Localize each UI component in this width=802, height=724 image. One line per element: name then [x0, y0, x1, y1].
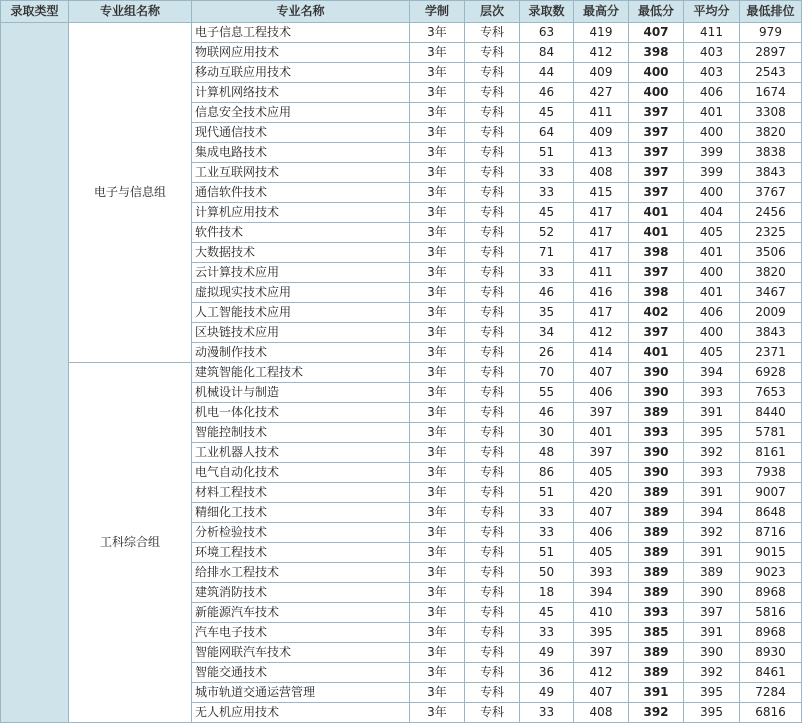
max-score-cell: 409: [574, 63, 629, 83]
header-level: 层次: [465, 1, 520, 23]
admitted-cell: 33: [520, 703, 574, 723]
avg-score-cell: 400: [684, 263, 740, 283]
min-score-cell: 397: [629, 183, 684, 203]
max-score-cell: 405: [574, 543, 629, 563]
major-name-cell: 动漫制作技术: [192, 343, 410, 363]
admitted-cell: 45: [520, 603, 574, 623]
admitted-cell: 64: [520, 123, 574, 143]
admitted-cell: 46: [520, 403, 574, 423]
avg-score-cell: 391: [684, 403, 740, 423]
major-name-cell: 环境工程技术: [192, 543, 410, 563]
min-score-cell: 389: [629, 643, 684, 663]
major-name-cell: 计算机网络技术: [192, 83, 410, 103]
group-name-cell: 工科综合组: [69, 363, 192, 723]
level-cell: 专科: [465, 703, 520, 723]
major-name-cell: 虚拟现实技术应用: [192, 283, 410, 303]
admitted-cell: 45: [520, 203, 574, 223]
avg-score-cell: 397: [684, 603, 740, 623]
level-cell: 专科: [465, 303, 520, 323]
max-score-cell: 393: [574, 563, 629, 583]
admitted-cell: 84: [520, 43, 574, 63]
min-rank-cell: 8716: [740, 523, 802, 543]
years-cell: 3年: [410, 343, 465, 363]
min-rank-cell: 3820: [740, 263, 802, 283]
max-score-cell: 417: [574, 243, 629, 263]
min-rank-cell: 8648: [740, 503, 802, 523]
min-score-cell: 389: [629, 483, 684, 503]
min-score-cell: 400: [629, 63, 684, 83]
level-cell: 专科: [465, 563, 520, 583]
level-cell: 专科: [465, 543, 520, 563]
avg-score-cell: 403: [684, 43, 740, 63]
max-score-cell: 406: [574, 523, 629, 543]
max-score-cell: 416: [574, 283, 629, 303]
max-score-cell: 395: [574, 623, 629, 643]
max-score-cell: 412: [574, 663, 629, 683]
level-cell: 专科: [465, 43, 520, 63]
min-score-cell: 393: [629, 603, 684, 623]
avg-score-cell: 406: [684, 83, 740, 103]
max-score-cell: 415: [574, 183, 629, 203]
min-score-cell: 397: [629, 323, 684, 343]
years-cell: 3年: [410, 603, 465, 623]
avg-score-cell: 399: [684, 163, 740, 183]
min-rank-cell: 9007: [740, 483, 802, 503]
min-rank-cell: 9023: [740, 563, 802, 583]
group-name-cell: 电子与信息组: [69, 23, 192, 363]
major-name-cell: 建筑智能化工程技术: [192, 363, 410, 383]
admitted-cell: 51: [520, 543, 574, 563]
avg-score-cell: 405: [684, 343, 740, 363]
years-cell: 3年: [410, 363, 465, 383]
years-cell: 3年: [410, 103, 465, 123]
max-score-cell: 397: [574, 643, 629, 663]
avg-score-cell: 406: [684, 303, 740, 323]
avg-score-cell: 391: [684, 483, 740, 503]
max-score-cell: 417: [574, 223, 629, 243]
min-rank-cell: 8930: [740, 643, 802, 663]
level-cell: 专科: [465, 163, 520, 183]
admitted-cell: 36: [520, 663, 574, 683]
avg-score-cell: 391: [684, 543, 740, 563]
avg-score-cell: 400: [684, 323, 740, 343]
level-cell: 专科: [465, 403, 520, 423]
min-score-cell: 398: [629, 283, 684, 303]
avg-score-cell: 401: [684, 283, 740, 303]
major-name-cell: 大数据技术: [192, 243, 410, 263]
max-score-cell: 410: [574, 603, 629, 623]
years-cell: 3年: [410, 523, 465, 543]
level-cell: 专科: [465, 583, 520, 603]
min-rank-cell: 8461: [740, 663, 802, 683]
header-major: 专业名称: [192, 1, 410, 23]
major-name-cell: 现代通信技术: [192, 123, 410, 143]
years-cell: 3年: [410, 223, 465, 243]
min-rank-cell: 5781: [740, 423, 802, 443]
major-name-cell: 通信软件技术: [192, 183, 410, 203]
min-score-cell: 389: [629, 403, 684, 423]
avg-score-cell: 411: [684, 23, 740, 43]
level-cell: 专科: [465, 143, 520, 163]
years-cell: 3年: [410, 683, 465, 703]
header-min-score: 最低分: [629, 1, 684, 23]
years-cell: 3年: [410, 143, 465, 163]
admitted-cell: 48: [520, 443, 574, 463]
avg-score-cell: 395: [684, 683, 740, 703]
min-score-cell: 390: [629, 443, 684, 463]
header-row: [1, 1, 802, 23]
avg-score-cell: 394: [684, 363, 740, 383]
admitted-cell: 33: [520, 163, 574, 183]
years-cell: 3年: [410, 323, 465, 343]
level-cell: 专科: [465, 383, 520, 403]
min-rank-cell: 8440: [740, 403, 802, 423]
min-rank-cell: 7938: [740, 463, 802, 483]
min-score-cell: 397: [629, 263, 684, 283]
min-score-cell: 407: [629, 23, 684, 43]
min-score-cell: 390: [629, 463, 684, 483]
header-group: 专业组名称: [69, 1, 192, 23]
avg-score-cell: 401: [684, 103, 740, 123]
major-name-cell: 机械设计与制造: [192, 383, 410, 403]
level-cell: 专科: [465, 23, 520, 43]
admitted-cell: 55: [520, 383, 574, 403]
major-name-cell: 汽车电子技术: [192, 623, 410, 643]
level-cell: 专科: [465, 463, 520, 483]
max-score-cell: 397: [574, 443, 629, 463]
years-cell: 3年: [410, 243, 465, 263]
years-cell: 3年: [410, 463, 465, 483]
level-cell: 专科: [465, 603, 520, 623]
avg-score-cell: 390: [684, 583, 740, 603]
max-score-cell: 407: [574, 503, 629, 523]
min-rank-cell: 2325: [740, 223, 802, 243]
max-score-cell: 411: [574, 263, 629, 283]
admission-type-cell: [1, 23, 69, 723]
level-cell: 专科: [465, 63, 520, 83]
min-rank-cell: 7653: [740, 383, 802, 403]
min-rank-cell: 5816: [740, 603, 802, 623]
major-name-cell: 城市轨道交通运营管理: [192, 683, 410, 703]
max-score-cell: 420: [574, 483, 629, 503]
header-years: 学制: [410, 1, 465, 23]
table-row: [1, 363, 802, 383]
level-cell: 专科: [465, 443, 520, 463]
years-cell: 3年: [410, 43, 465, 63]
level-cell: 专科: [465, 323, 520, 343]
avg-score-cell: 392: [684, 443, 740, 463]
admitted-cell: 50: [520, 563, 574, 583]
years-cell: 3年: [410, 183, 465, 203]
avg-score-cell: 392: [684, 523, 740, 543]
max-score-cell: 417: [574, 303, 629, 323]
admitted-cell: 33: [520, 263, 574, 283]
min-rank-cell: 8968: [740, 583, 802, 603]
avg-score-cell: 393: [684, 463, 740, 483]
min-rank-cell: 3843: [740, 323, 802, 343]
years-cell: 3年: [410, 423, 465, 443]
max-score-cell: 427: [574, 83, 629, 103]
header-min-rank: 最低排位: [740, 1, 802, 23]
min-rank-cell: 8161: [740, 443, 802, 463]
level-cell: 专科: [465, 683, 520, 703]
major-name-cell: 计算机应用技术: [192, 203, 410, 223]
admitted-cell: 34: [520, 323, 574, 343]
level-cell: 专科: [465, 223, 520, 243]
min-score-cell: 397: [629, 163, 684, 183]
major-name-cell: 智能交通技术: [192, 663, 410, 683]
admitted-cell: 45: [520, 103, 574, 123]
min-score-cell: 397: [629, 143, 684, 163]
header-avg-score: 平均分: [684, 1, 740, 23]
min-rank-cell: 8968: [740, 623, 802, 643]
years-cell: 3年: [410, 563, 465, 583]
admitted-cell: 33: [520, 183, 574, 203]
major-name-cell: 工业机器人技术: [192, 443, 410, 463]
avg-score-cell: 389: [684, 563, 740, 583]
max-score-cell: 408: [574, 703, 629, 723]
admitted-cell: 30: [520, 423, 574, 443]
min-rank-cell: 2371: [740, 343, 802, 363]
level-cell: 专科: [465, 103, 520, 123]
years-cell: 3年: [410, 263, 465, 283]
major-name-cell: 建筑消防技术: [192, 583, 410, 603]
max-score-cell: 414: [574, 343, 629, 363]
major-name-cell: 给排水工程技术: [192, 563, 410, 583]
min-rank-cell: 3843: [740, 163, 802, 183]
level-cell: 专科: [465, 83, 520, 103]
min-rank-cell: 6816: [740, 703, 802, 723]
years-cell: 3年: [410, 623, 465, 643]
header-max-score: 最高分: [574, 1, 629, 23]
years-cell: 3年: [410, 283, 465, 303]
min-score-cell: 389: [629, 663, 684, 683]
major-name-cell: 智能网联汽车技术: [192, 643, 410, 663]
avg-score-cell: 394: [684, 503, 740, 523]
avg-score-cell: 404: [684, 203, 740, 223]
years-cell: 3年: [410, 123, 465, 143]
admitted-cell: 46: [520, 83, 574, 103]
years-cell: 3年: [410, 203, 465, 223]
major-name-cell: 云计算技术应用: [192, 263, 410, 283]
max-score-cell: 406: [574, 383, 629, 403]
major-name-cell: 电气自动化技术: [192, 463, 410, 483]
min-rank-cell: 2897: [740, 43, 802, 63]
avg-score-cell: 400: [684, 123, 740, 143]
max-score-cell: 417: [574, 203, 629, 223]
min-score-cell: 389: [629, 543, 684, 563]
years-cell: 3年: [410, 23, 465, 43]
max-score-cell: 412: [574, 43, 629, 63]
level-cell: 专科: [465, 283, 520, 303]
major-name-cell: 新能源汽车技术: [192, 603, 410, 623]
admitted-cell: 52: [520, 223, 574, 243]
major-name-cell: 电子信息工程技术: [192, 23, 410, 43]
admitted-cell: 49: [520, 643, 574, 663]
admitted-cell: 33: [520, 523, 574, 543]
min-score-cell: 392: [629, 703, 684, 723]
min-score-cell: 401: [629, 343, 684, 363]
level-cell: 专科: [465, 623, 520, 643]
min-score-cell: 389: [629, 583, 684, 603]
level-cell: 专科: [465, 203, 520, 223]
avg-score-cell: 395: [684, 423, 740, 443]
admitted-cell: 46: [520, 283, 574, 303]
admitted-cell: 63: [520, 23, 574, 43]
min-rank-cell: 979: [740, 23, 802, 43]
min-rank-cell: 2456: [740, 203, 802, 223]
avg-score-cell: 405: [684, 223, 740, 243]
years-cell: 3年: [410, 403, 465, 423]
min-rank-cell: 2543: [740, 63, 802, 83]
level-cell: 专科: [465, 663, 520, 683]
level-cell: 专科: [465, 523, 520, 543]
years-cell: 3年: [410, 63, 465, 83]
admitted-cell: 51: [520, 143, 574, 163]
years-cell: 3年: [410, 643, 465, 663]
max-score-cell: 413: [574, 143, 629, 163]
level-cell: 专科: [465, 423, 520, 443]
max-score-cell: 407: [574, 363, 629, 383]
avg-score-cell: 403: [684, 63, 740, 83]
admitted-cell: 18: [520, 583, 574, 603]
min-score-cell: 391: [629, 683, 684, 703]
major-name-cell: 精细化工技术: [192, 503, 410, 523]
major-name-cell: 材料工程技术: [192, 483, 410, 503]
major-name-cell: 区块链技术应用: [192, 323, 410, 343]
major-name-cell: 软件技术: [192, 223, 410, 243]
major-name-cell: 移动互联应用技术: [192, 63, 410, 83]
min-score-cell: 385: [629, 623, 684, 643]
level-cell: 专科: [465, 343, 520, 363]
years-cell: 3年: [410, 303, 465, 323]
major-name-cell: 信息安全技术应用: [192, 103, 410, 123]
min-score-cell: 398: [629, 43, 684, 63]
min-rank-cell: 2009: [740, 303, 802, 323]
avg-score-cell: 401: [684, 243, 740, 263]
max-score-cell: 394: [574, 583, 629, 603]
min-rank-cell: 3308: [740, 103, 802, 123]
years-cell: 3年: [410, 503, 465, 523]
min-rank-cell: 3467: [740, 283, 802, 303]
min-rank-cell: 3767: [740, 183, 802, 203]
admitted-cell: 33: [520, 623, 574, 643]
max-score-cell: 401: [574, 423, 629, 443]
major-name-cell: 分析检验技术: [192, 523, 410, 543]
max-score-cell: 412: [574, 323, 629, 343]
major-name-cell: 智能控制技术: [192, 423, 410, 443]
min-score-cell: 401: [629, 203, 684, 223]
avg-score-cell: 399: [684, 143, 740, 163]
header-type: 录取类型: [1, 1, 69, 23]
avg-score-cell: 390: [684, 643, 740, 663]
max-score-cell: 405: [574, 463, 629, 483]
min-score-cell: 397: [629, 123, 684, 143]
min-score-cell: 400: [629, 83, 684, 103]
years-cell: 3年: [410, 163, 465, 183]
avg-score-cell: 393: [684, 383, 740, 403]
min-score-cell: 389: [629, 563, 684, 583]
admitted-cell: 33: [520, 503, 574, 523]
admitted-cell: 51: [520, 483, 574, 503]
level-cell: 专科: [465, 643, 520, 663]
min-score-cell: 390: [629, 383, 684, 403]
avg-score-cell: 395: [684, 703, 740, 723]
years-cell: 3年: [410, 383, 465, 403]
years-cell: 3年: [410, 703, 465, 723]
years-cell: 3年: [410, 583, 465, 603]
level-cell: 专科: [465, 483, 520, 503]
level-cell: 专科: [465, 183, 520, 203]
max-score-cell: 409: [574, 123, 629, 143]
level-cell: 专科: [465, 243, 520, 263]
admitted-cell: 44: [520, 63, 574, 83]
min-score-cell: 389: [629, 523, 684, 543]
level-cell: 专科: [465, 503, 520, 523]
min-score-cell: 401: [629, 223, 684, 243]
level-cell: 专科: [465, 263, 520, 283]
min-rank-cell: 3838: [740, 143, 802, 163]
years-cell: 3年: [410, 83, 465, 103]
table-row: [1, 23, 802, 43]
min-rank-cell: 6928: [740, 363, 802, 383]
years-cell: 3年: [410, 663, 465, 683]
years-cell: 3年: [410, 543, 465, 563]
admitted-cell: 35: [520, 303, 574, 323]
major-name-cell: 人工智能技术应用: [192, 303, 410, 323]
min-score-cell: 397: [629, 103, 684, 123]
admitted-cell: 70: [520, 363, 574, 383]
min-rank-cell: 9015: [740, 543, 802, 563]
max-score-cell: 419: [574, 23, 629, 43]
header-admitted: 录取数: [520, 1, 574, 23]
min-rank-cell: 3820: [740, 123, 802, 143]
level-cell: 专科: [465, 363, 520, 383]
min-score-cell: 393: [629, 423, 684, 443]
years-cell: 3年: [410, 443, 465, 463]
max-score-cell: 407: [574, 683, 629, 703]
max-score-cell: 411: [574, 103, 629, 123]
major-name-cell: 集成电路技术: [192, 143, 410, 163]
admitted-cell: 49: [520, 683, 574, 703]
major-name-cell: 机电一体化技术: [192, 403, 410, 423]
min-rank-cell: 7284: [740, 683, 802, 703]
min-rank-cell: 3506: [740, 243, 802, 263]
max-score-cell: 408: [574, 163, 629, 183]
avg-score-cell: 400: [684, 183, 740, 203]
admitted-cell: 86: [520, 463, 574, 483]
major-name-cell: 无人机应用技术: [192, 703, 410, 723]
level-cell: 专科: [465, 123, 520, 143]
min-score-cell: 398: [629, 243, 684, 263]
max-score-cell: 397: [574, 403, 629, 423]
admitted-cell: 71: [520, 243, 574, 263]
min-rank-cell: 1674: [740, 83, 802, 103]
major-name-cell: 物联网应用技术: [192, 43, 410, 63]
avg-score-cell: 391: [684, 623, 740, 643]
min-score-cell: 390: [629, 363, 684, 383]
min-score-cell: 402: [629, 303, 684, 323]
avg-score-cell: 392: [684, 663, 740, 683]
major-name-cell: 工业互联网技术: [192, 163, 410, 183]
admitted-cell: 26: [520, 343, 574, 363]
years-cell: 3年: [410, 483, 465, 503]
min-score-cell: 389: [629, 503, 684, 523]
